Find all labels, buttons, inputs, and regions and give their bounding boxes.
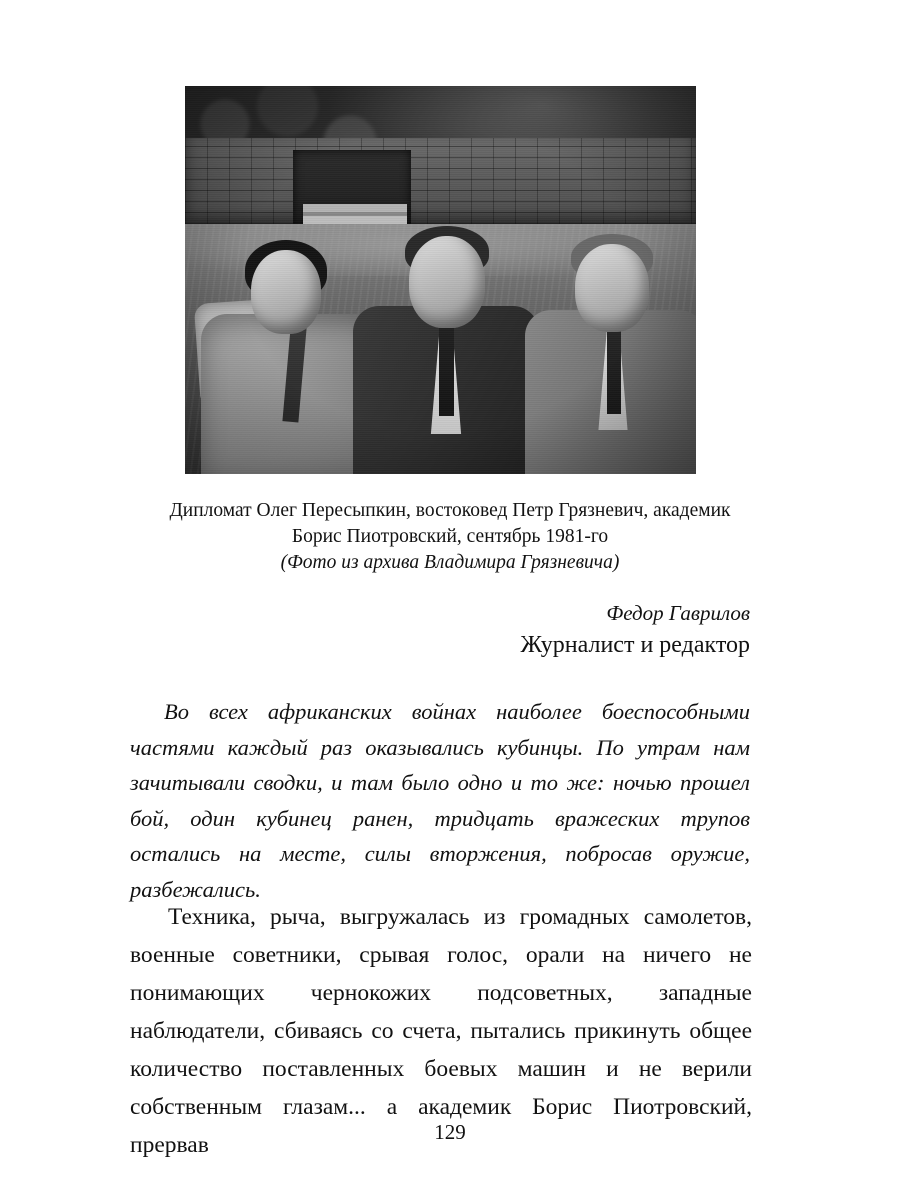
page-number: 129: [434, 1120, 466, 1144]
photo-brick-wall: [185, 138, 696, 224]
photo-person-center-head: [409, 236, 485, 328]
byline-role: Журналист и редактор: [520, 632, 750, 658]
photo-caption: [128, 498, 772, 576]
byline: [130, 598, 750, 662]
photo-person-right-head: [575, 244, 649, 332]
byline-author: Федор Гаврилов: [606, 601, 750, 625]
epigraph-paragraph: Во всех африканских войнах наиболее боеспособными частями каждый раз оказывались кубинцы. По утрам нам зачитывали сводки, и там было одно и то же: ночью прошел бой, один кубинец ранен, тридцать вражеских трупов остались на месте, силы вторжения, побросав оружие, разбежались.: [130, 699, 750, 902]
photo-person-left-head: [251, 250, 321, 334]
photograph-figure: [185, 86, 696, 474]
photo-person-center: [353, 224, 539, 474]
photo-person-right: [525, 230, 696, 474]
caption-line-1: Дипломат Олег Пересыпкин, востоковед Петр Грязневич, академик: [169, 500, 731, 521]
photograph-image: [185, 86, 696, 474]
body-paragraph-1: Техника, рыча, выгружалась из громадных самолетов, военные советники, срывая голос, орали на ничего не понимающих чернокожих подсоветных, западные наблюдатели, сбиваясь со счета, пытались прикинуть общее количество поставленных боевых машин и не верили собственным глазам... а академик Борис Пиотровский, прервав: [130, 904, 752, 1158]
caption-line-2: Борис Пиотровский, сентябрь 1981-го: [291, 526, 609, 547]
caption-credit: (Фото из архива Владимира Грязневича): [280, 552, 620, 573]
